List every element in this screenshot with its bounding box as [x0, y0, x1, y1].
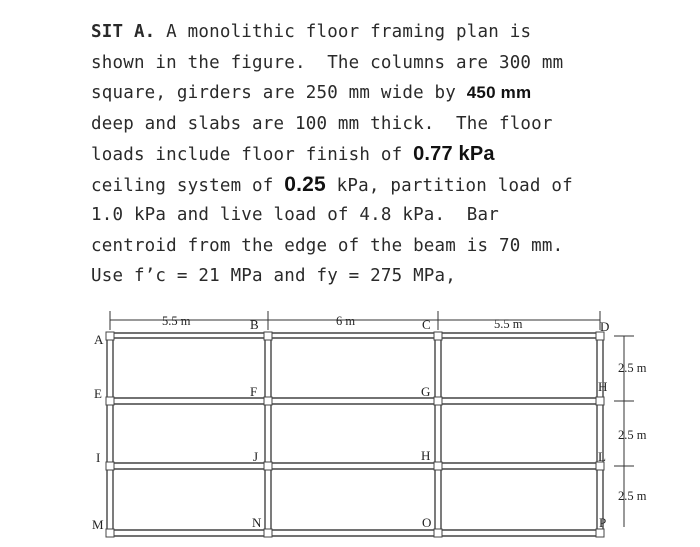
- span-label-y1: 2.5 m: [618, 361, 647, 375]
- node-label-e: E: [94, 386, 102, 401]
- node-label-a: A: [94, 332, 104, 347]
- problem-text-1: A monolithic floor framing plan is: [155, 22, 532, 42]
- node-label-n: N: [252, 515, 262, 530]
- problem-line-2: shown in the figure. The columns are 300 mm: [91, 52, 564, 73]
- problem-text-3: square, girders are 250 mm wide by: [91, 83, 467, 103]
- problem-line-7: 1.0 kPa and live load of 4.8 kPa. Bar: [91, 205, 499, 225]
- span-label-y3: 2.5 m: [618, 489, 647, 503]
- node-label-b: B: [250, 317, 259, 332]
- span-label-y2: 2.5 m: [618, 428, 647, 442]
- span-label-2: 6 m: [336, 314, 356, 328]
- node-label-f: F: [250, 384, 258, 399]
- beam-grid: [107, 333, 603, 536]
- girder-depth-value: 450 mm: [466, 83, 532, 102]
- problem-line-8: centroid from the edge of the beam is 70 mm.: [91, 235, 564, 256]
- span-label-1: 5.5 m: [162, 314, 191, 328]
- problem-id: SIT A.: [91, 22, 156, 42]
- node-label-h2: H: [421, 448, 431, 463]
- node-label-p: P: [599, 515, 607, 530]
- span-label-3: 5.5 m: [494, 317, 523, 331]
- floor-finish-value: 0.77 kPa: [413, 143, 495, 165]
- node-label-d: D: [600, 319, 610, 334]
- node-label-h: H: [598, 379, 608, 394]
- node-label-c: C: [422, 317, 431, 332]
- node-label-i: I: [96, 450, 101, 465]
- problem-text-5: loads include floor finish of: [91, 145, 414, 165]
- node-label-m: M: [92, 517, 104, 532]
- problem-line-9: Use f’c = 21 MPa and fy = 275 MPa,: [91, 266, 457, 286]
- node-label-g: G: [421, 384, 431, 399]
- node-label-o: O: [422, 515, 432, 530]
- node-label-j: J: [253, 449, 259, 464]
- node-label-l: L: [598, 449, 606, 464]
- problem-text-6b: kPa, partition load of: [325, 175, 573, 196]
- problem-text-6a: ceiling system of: [91, 175, 285, 196]
- problem-line-4: deep and slabs are 100 mm thick. The floor: [91, 113, 553, 134]
- columns: [106, 332, 607, 537]
- dimension-lines: [110, 311, 634, 527]
- ceiling-value: 0.25: [284, 172, 326, 196]
